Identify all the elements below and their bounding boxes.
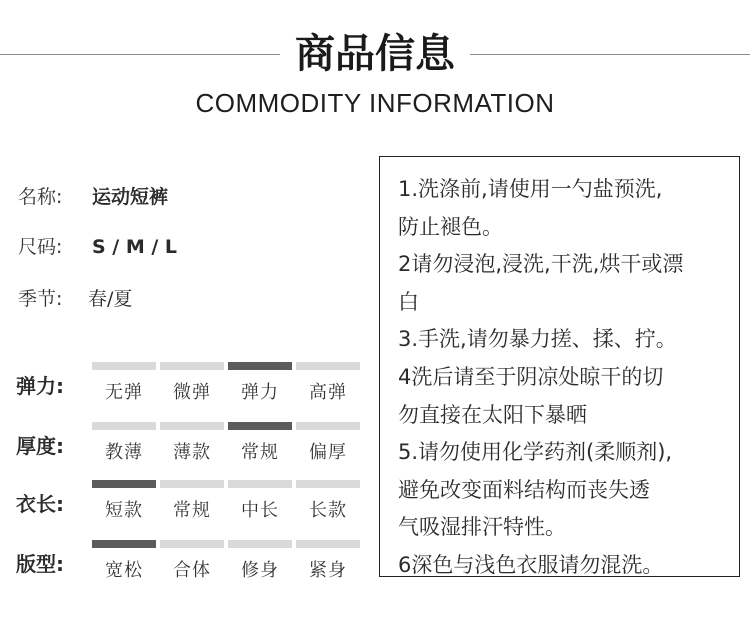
info-value: 春/夏	[88, 288, 133, 310]
scale-segment	[296, 480, 360, 488]
care-line: 4洗后请至于阴凉处晾干的切	[398, 364, 664, 389]
care-line: 避免改变面料结构而丧失透	[398, 477, 650, 502]
care-instructions-text	[398, 171, 733, 585]
care-line: 白	[398, 289, 419, 314]
info-label: 季节:	[18, 288, 63, 310]
page-subtitle: COMMODITY INFORMATION	[195, 88, 555, 118]
info-label: 名称:	[18, 186, 63, 208]
scale-segment-selected	[228, 362, 292, 370]
scale-option: 宽松	[105, 560, 143, 581]
scale-option: 紧身	[309, 560, 347, 581]
care-instructions-box	[379, 156, 740, 577]
scale-segment-selected	[228, 422, 292, 430]
scale-segment	[228, 480, 292, 488]
attribute-label: 版型:	[16, 552, 64, 576]
info-value: 运动短裤	[92, 186, 169, 208]
scale-segment	[228, 540, 292, 548]
care-line: 气吸湿排汗特性。	[398, 515, 566, 540]
care-line: 勿直接在太阳下暴晒	[398, 402, 587, 427]
info-row-name	[18, 182, 168, 209]
scale-option: 中长	[241, 500, 279, 521]
attribute-label: 厚度:	[16, 434, 64, 458]
care-line: 6深色与浅色衣服请勿混洗。	[398, 552, 664, 577]
scale-segment	[92, 362, 156, 370]
care-line: 防止褪色。	[398, 214, 503, 239]
scale-segment	[296, 362, 360, 370]
scale-segment	[296, 422, 360, 430]
scale-segment-selected	[92, 540, 156, 548]
scale-option: 修身	[241, 560, 279, 581]
scale-option: 短款	[105, 500, 143, 521]
info-row-season	[18, 284, 132, 311]
scale-segment-selected	[92, 480, 156, 488]
info-row-size	[18, 232, 177, 259]
page-title: 商品信息	[295, 31, 455, 77]
scale-option: 微弹	[173, 382, 211, 403]
care-line: 5.请勿使用化学药剂(柔顺剂),	[398, 440, 673, 465]
scale-option: 长款	[309, 500, 347, 521]
scale-option: 无弹	[105, 382, 143, 403]
info-label: 尺码:	[18, 236, 63, 258]
attribute-label: 弹力:	[16, 374, 64, 398]
care-line: 1.洗涤前,请使用一勺盐预洗,	[398, 177, 663, 201]
scale-segment	[160, 362, 224, 370]
scale-segment	[160, 422, 224, 430]
scale-segment	[160, 480, 224, 488]
scale-option: 合体	[173, 560, 211, 581]
scale-option: 高弹	[309, 382, 347, 403]
care-line: 3.手洗,请勿暴力搓、揉、拧。	[398, 327, 677, 352]
scale-segment	[296, 540, 360, 548]
scale-segment	[92, 422, 156, 430]
scale-segment	[160, 540, 224, 548]
care-line: 2请勿浸泡,浸洗,干洗,烘干或漂	[398, 252, 684, 277]
scale-option: 教薄	[105, 442, 143, 463]
scale-option: 常规	[173, 500, 211, 521]
scale-option: 常规	[241, 442, 279, 463]
scale-option: 弹力	[241, 382, 279, 403]
attribute-label: 衣长:	[16, 492, 64, 516]
scale-option: 薄款	[173, 442, 211, 463]
scale-option: 偏厚	[309, 442, 347, 463]
info-value: S / M / L	[92, 236, 178, 258]
